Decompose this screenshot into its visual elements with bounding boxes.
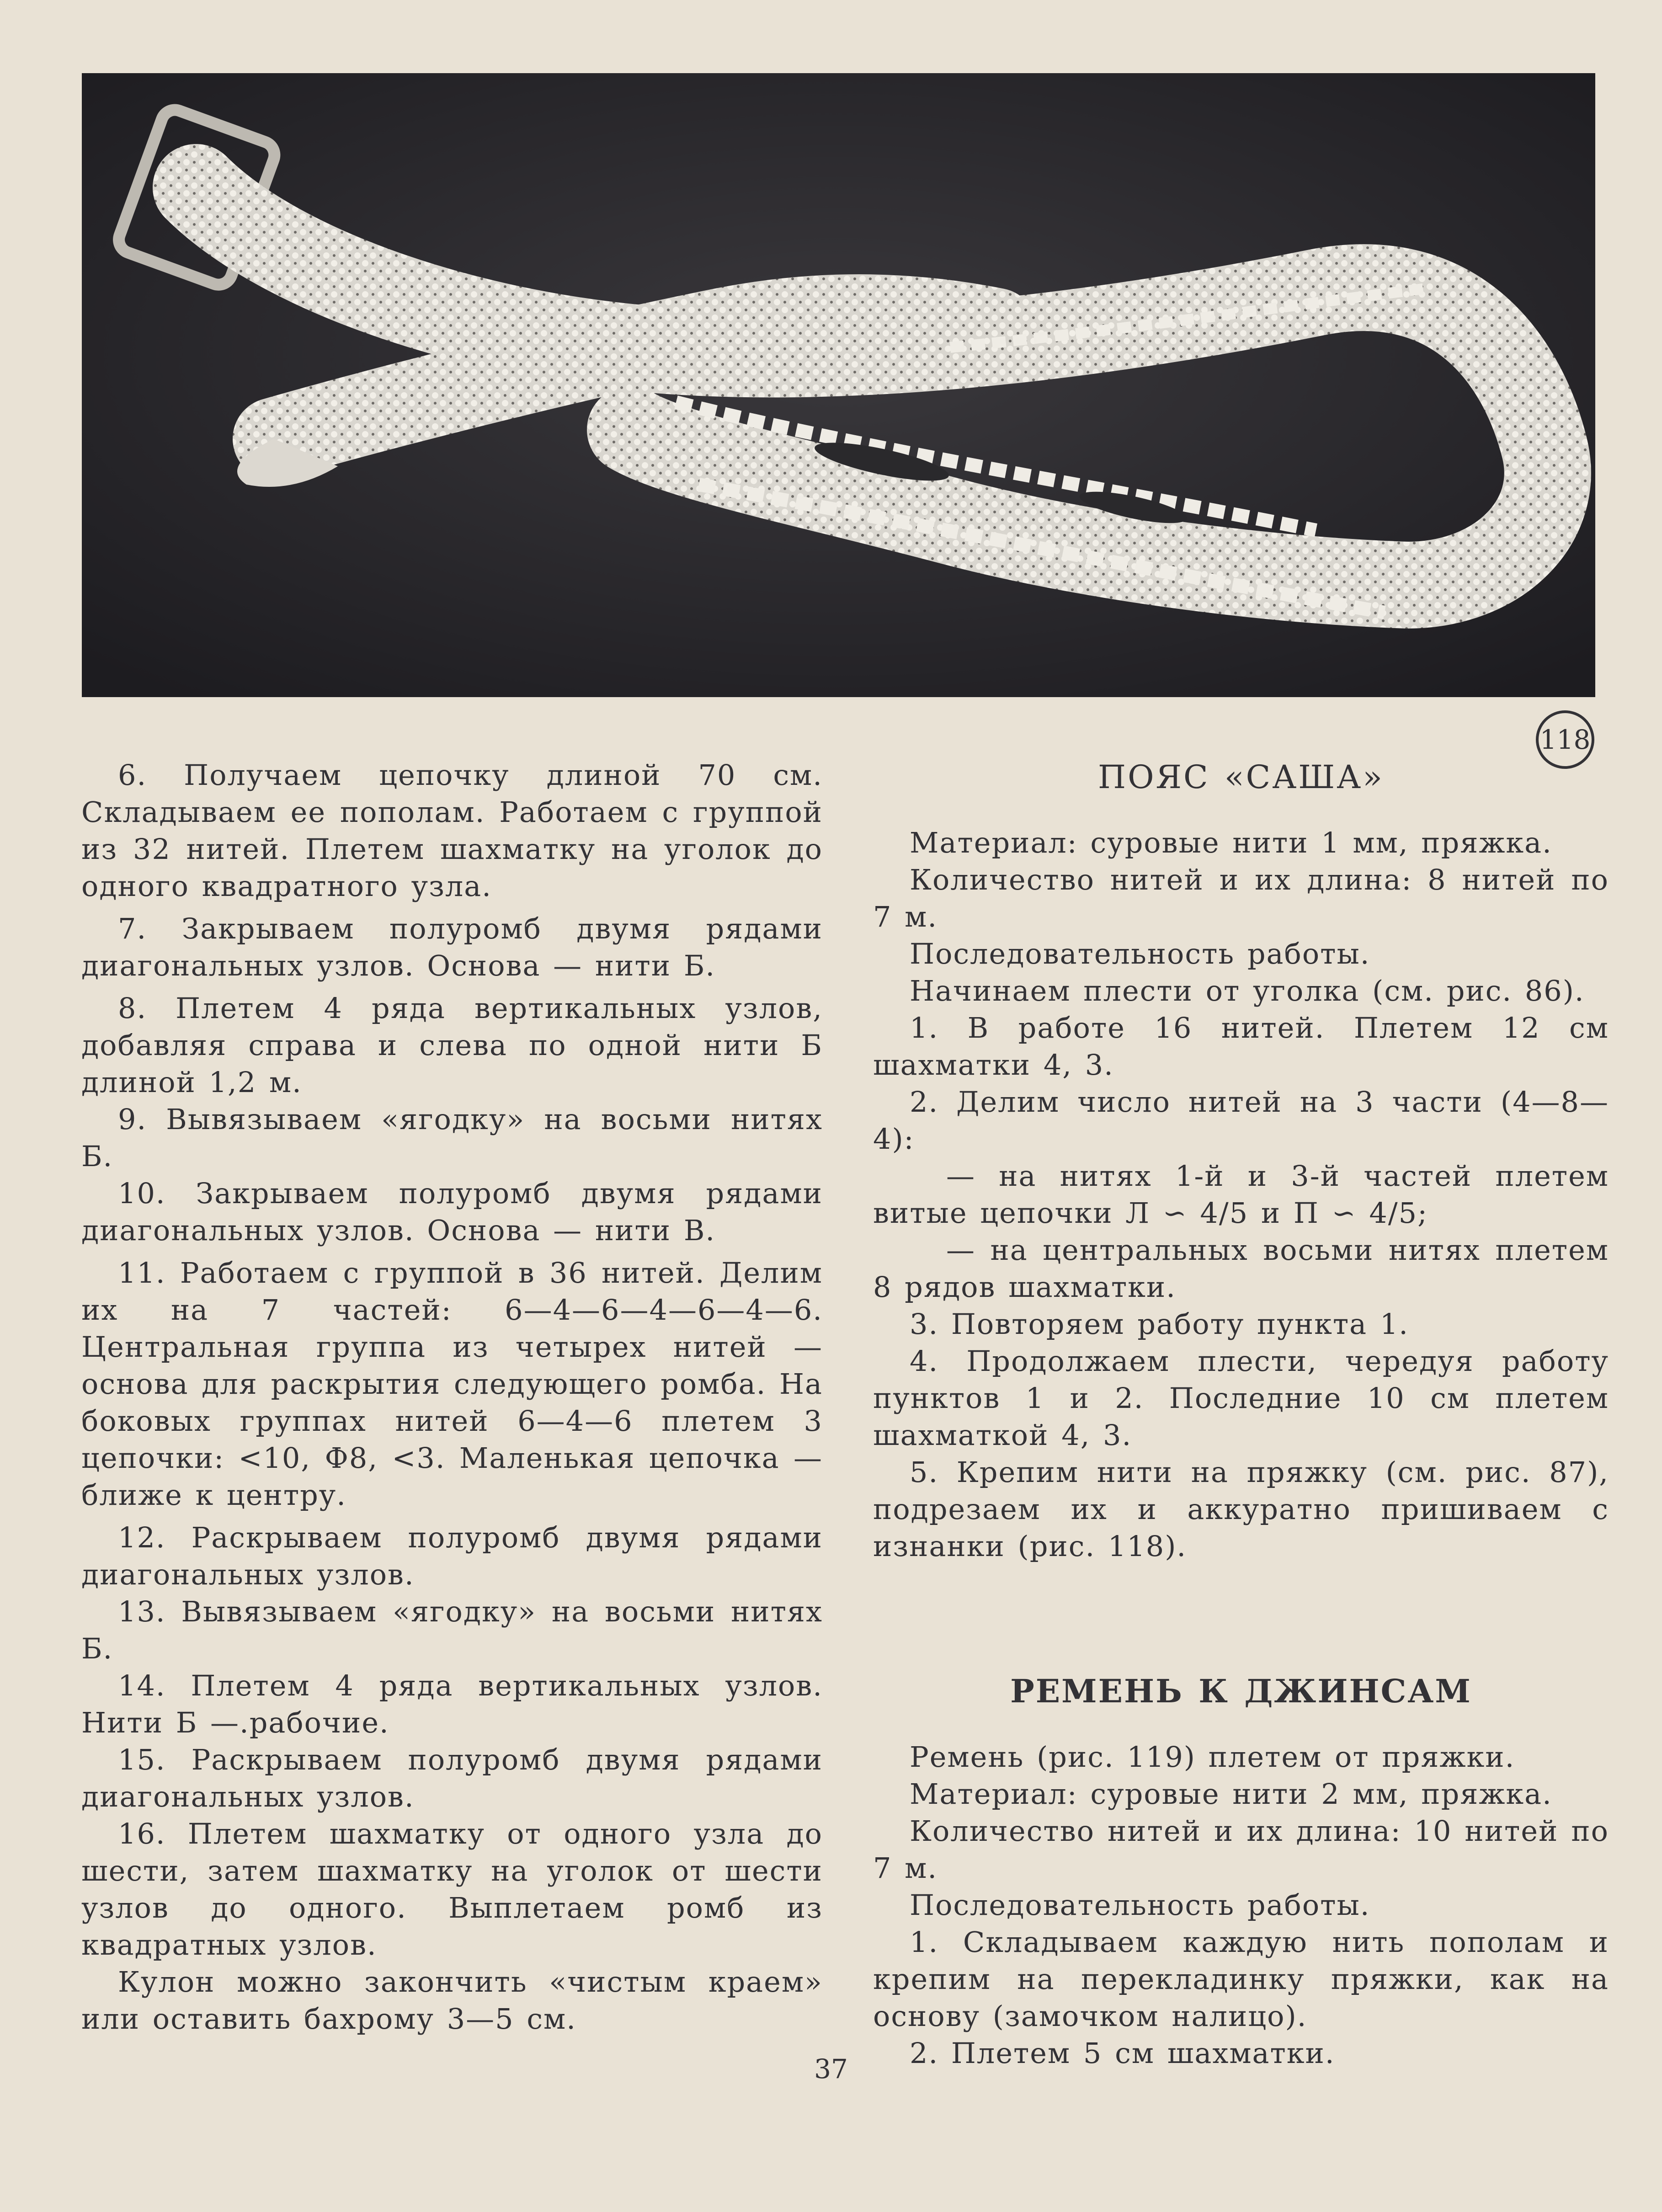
text-line: 5. Крепим нити на пряжку (см. рис. 87), подрезаем их и аккуратно пришиваем с изнанки (рис. 118). — [873, 1455, 1609, 1563]
text-line: Начинаем плести от уголка (см. рис. 86). — [910, 974, 1585, 1007]
paragraph: 12. Раскрываем полуромб двумя рядами диагональных узлов. — [81, 1521, 823, 1591]
text-line: Материал: суровые нити 2 мм, пряжка. — [910, 1777, 1552, 1811]
text-line: 4. Продолжаем плести, чередуя работу пунктов 1 и 2. Последние 10 см плетем шахматкой 4, 3. — [873, 1344, 1609, 1452]
section-title-jeans-belt: РЕМЕНЬ К ДЖИНСАМ — [1010, 1672, 1472, 1710]
text-line: — на центральных восьми нитях плетем 8 рядов шахматки. — [873, 1233, 1609, 1304]
belt-illustration — [82, 73, 1595, 697]
paragraph: 14. Плетем 4 ряда вертикальных узлов. Нити Б —.рабочие. — [81, 1669, 823, 1739]
text-line: 2. Плетем 5 см шахматки. — [910, 2036, 1335, 2070]
paragraph: 16. Плетем шахматку от одного узла до шести, затем шахматку на уголок от шести узлов до одного. Выплетаем ромб из квадратных узлов. — [81, 1817, 823, 1961]
text-line: Последовательность работы. — [910, 1888, 1370, 1922]
text-line: 3. Повторяем работу пункта 1. — [910, 1307, 1409, 1341]
paragraph: Кулон можно закончить «чистым краем» или оставить бахрому 3—5 см. — [81, 1965, 823, 2036]
text-line: — на нитях 1-й и 3-й частей плетем витые цепочки Л ∽ 4/5 и П ∽ 4/5; — [873, 1159, 1609, 1230]
paragraph: 13. Вывязываем «ягодку» на восьми нитях Б. — [81, 1595, 823, 1665]
text-line: Количество нитей и их длина: 10 нитей по 7 м. — [873, 1814, 1609, 1885]
spacer — [873, 1565, 1609, 1671]
section-title-belt-sasha: ПОЯС «САША» — [1098, 758, 1384, 796]
text-line: Материал: суровые нити 1 мм, пряжка. — [910, 826, 1552, 859]
text-line: Количество нитей и их длина: 8 нитей по 7 м. — [873, 863, 1609, 933]
text-line: 2. Делим число нитей на 3 части (4—8—4): — [873, 1085, 1609, 1156]
belt-photo — [82, 73, 1595, 697]
paragraph: 7. Закрываем полуромб двумя рядами диагональных узлов. Основа — нити Б. — [81, 912, 823, 982]
right-column — [873, 757, 1609, 2072]
paragraph: 11. Работаем с группой в 36 нитей. Делим их на 7 частей: 6—4—6—4—6—4—6. Центральная группа из четырех нитей — основа для раскрытия следующего ромба. На боковых группах нитей 6—4—6 плетем 3 цепочки: <10, Ф8, <3. Маленькая цепочка — ближе к центру. — [81, 1256, 823, 1512]
left-column — [81, 757, 823, 2037]
page-number: 37 — [814, 2053, 848, 2084]
text-line: Ремень (рис. 119) плетем от пряжки. — [910, 1740, 1515, 1774]
figure-number-badge: 118 — [1536, 710, 1594, 769]
paragraph: 8. Плетем 4 ряда вертикальных узлов, добавляя справа и слева по одной нити Б длиной 1,2 м. — [81, 991, 823, 1099]
text-line: 1. Складываем каждую нить пополам и крепим на перекладинку пряжки, как на основу (замочком налицо). — [873, 1925, 1609, 2033]
paragraph: 10. Закрываем полуромб двумя рядами диагональных узлов. Основа — нити В. — [81, 1177, 823, 1247]
paragraph: 6. Получаем цепочку длиной 70 см. Складываем ее пополам. Работаем с группой из 32 нитей. Плетем шахматку на уголок до одного квадратного узла. — [81, 758, 823, 903]
paragraph: 15. Раскрываем полуромб двумя рядами диагональных узлов. — [81, 1743, 823, 1813]
text-line: Последовательность работы. — [910, 937, 1370, 970]
text-line: 1. В работе 16 нитей. Плетем 12 см шахматки 4, 3. — [873, 1011, 1609, 1082]
paragraph: 9. Вывязываем «ягодку» на восьми нитях Б. — [81, 1103, 823, 1173]
